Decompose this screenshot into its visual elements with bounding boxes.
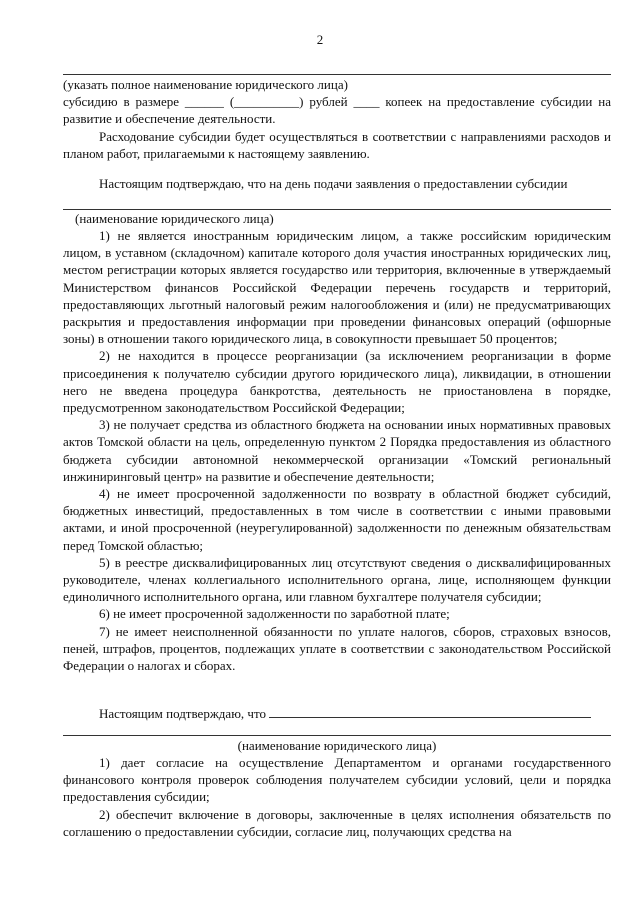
confirm2-caption-block (63, 737, 611, 754)
entity-caption: (указать полное наименование юридического лица) (63, 77, 348, 92)
list-item: 2) обеспечит включение в договоры, заключенные в целях исполнения обязательств по соглашению о предоставлении субсидии, согласие лиц, получающих средства на (63, 806, 611, 839)
list-item: 1) дает согласие на осуществление Департаментом и органами государственного финансового контроля проверок соблюдения получателем субсидии условий, цели и порядка предоставления субсидии; (63, 755, 611, 805)
confirm2-caption: (наименование юридического лица) (237, 738, 437, 753)
confirm2-label: Настоящим подтверждаю, что (99, 706, 266, 721)
confirm1-block (63, 175, 611, 192)
confirm2-block (63, 705, 611, 722)
list-item: 1) не является иностранным юридическим лицом, а также российским юридическим лицом, в уставном (складочном) капитале которого доля участия иностранных юридических лиц, местом регистрации которых является государство или территория, включенные в утверждаемый Министерством финансов Российской Федерации перечень государств и территорий, предоставляющих льготный налоговый режим налогообложения и (или) не предусматривающих раскрытия и предоставления информации при проведении финансовых операций (офшорные зоны) в отношении такого юридического лица, в совокупности превышает 50 процентов; (63, 228, 611, 347)
items2-list (63, 754, 611, 840)
list-item: 3) не получает средства из областного бюджета на основании иных нормативных правовых актов Томской области на цель, определенную пунктом 2 Порядка предоставления из областного бюджета субсидии автономной некоммерческой организации «Томский региональный инжиниринговый центр» на развитие и обеспечение деятельности; (63, 417, 611, 484)
confirm2-text (63, 705, 611, 722)
confirm1-caption: (наименование юридического лица) (75, 211, 274, 226)
subsidy-size-paragraph: субсидию в размере ______ (__________) рублей ____ копеек на предоставление субсидии на развитие и обеспечение деятельности. (63, 94, 611, 127)
list-item: 4) не имеет просроченной задолженности по возврату в областной бюджет субсидий, бюджетных инвестиций, предоставленных в том числе в соответствии с иными правовыми актами, и иной просроченной (неурегулированной) задолженности по денежным обязательствам перед Томской областью; (63, 486, 611, 553)
confirm1-caption-block (63, 210, 611, 227)
list-item: 7) не имеет неисполненной обязанности по уплате налогов, сборов, страховых взносов, пеней, штрафов, процентов, подлежащих уплате в соответствии с законодательством Российской Федерации о налогах и сборах. (63, 623, 611, 674)
list-item: 5) в реестре дисквалифицированных лиц отсутствуют сведения о дисквалифицированных руководителе, членах коллегиального исполнительного органа, лице, исполняющем функции единоличного исполнительного органа, или главном бухгалтере получателя субсидии; (63, 554, 611, 605)
intro-block (63, 76, 611, 162)
page-number: 2 (316, 32, 324, 47)
list-item: 6) не имеет просроченной задолженности по заработной плате; (99, 606, 450, 622)
items1-list (63, 227, 611, 674)
confirm1-text: Настоящим подтверждаю, что на день подачи заявления о предоставлении субсидии (99, 176, 568, 191)
spending-paragraph: Расходование субсидии будет осуществляться в соответствии с направлениями расходов и планом работ, прилагаемыми к настоящему заявлению. (63, 128, 611, 161)
entity-name-line[interactable] (63, 74, 611, 75)
entity-name-line-3[interactable] (63, 735, 611, 736)
list-item: 2) не находится в процессе реорганизации (за исключением реорганизации в форме присоединения к получателю субсидии другого юридического лица), ликвидации, в отношении него не введена процедура банкротства, деятельность не приостановлена в порядке, предусмотренном законодательством Российской Федерации; (63, 348, 611, 416)
confirm2-entity-blank[interactable] (269, 706, 591, 718)
